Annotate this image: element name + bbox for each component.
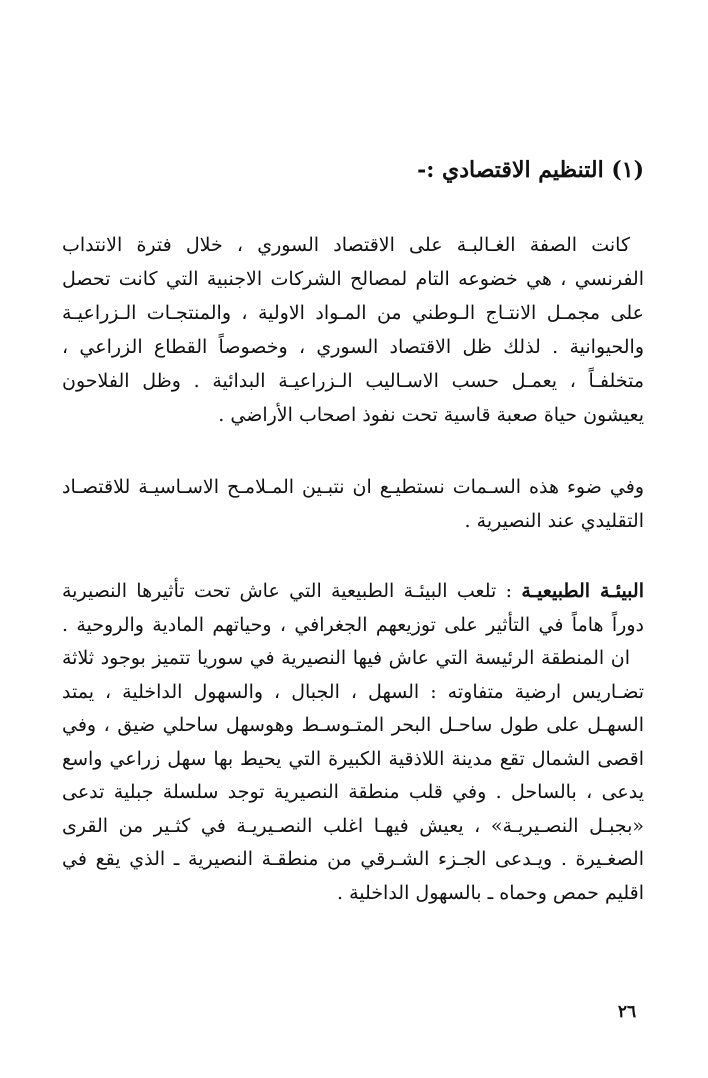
paragraph-line: تضـاريس ارضية متفاوته : السهل ، الجبال ، والسهول الداخلية ، يمتد bbox=[62, 680, 644, 703]
paragraph-lead-term: البيئـة الطبيعيـة bbox=[521, 580, 644, 602]
paragraph-lead-rest: : تلعب البيئـة الطبيعية التي عاش تحت تأثيرها النصيرية bbox=[62, 580, 522, 602]
paragraph-line: الفرنسي ، هي خضوعه التام لمصالح الشركات الاجنبية التي كانت تحصل bbox=[62, 268, 644, 290]
paragraph-line: يدعى ، بالساحل . وفي قلب منطقة النصيرية توجد سلسلة جبلية تدعى bbox=[62, 781, 644, 803]
paragraph-line: اقليم حمص وحماه ـ بالسهول الداخلية . bbox=[337, 881, 644, 904]
paragraph-natural-environment bbox=[62, 575, 644, 910]
paragraph-line: كانت الصفة الغـالبـة على الاقتصاد السوري ، خلال فترة الانتداب bbox=[62, 234, 630, 256]
paragraph-line: الصغـيرة . ويـدعى الجـزء الشـرقي من منطقـة النصيرية ـ الذي يقع في bbox=[62, 848, 644, 870]
section-heading bbox=[62, 150, 644, 190]
paragraph-line: على مجمـل الانتـاج الـوطني من المـواد الاولية ، والمنتجـات الـزراعيـة bbox=[62, 302, 644, 324]
paragraph-line: اقصى الشمال تقع مدينة اللاذقية الكبيرة التي يحيط بها سهل زراعي واسع bbox=[62, 747, 644, 770]
paragraph-line: والحيوانية . لذلك ظل الاقتصاد السوري ، وخصوصاً القطاع الزراعي ، bbox=[62, 336, 644, 358]
paragraph-line: متخلفـاً ، يعمـل حسب الاسـاليب الـزراعيـة البدائية . وظل الفلاحون bbox=[62, 370, 644, 392]
paragraph-line: يعيشون حياة صعبة قاسية تحت نفوذ اصحاب الأراضي . bbox=[218, 404, 644, 426]
paragraph-line: السهـل على طول ساحـل البحر المتـوسـط وهوسهل ساحلي ضيق ، وفي bbox=[62, 714, 644, 736]
paragraph-line: دوراً هاماً في التأثير على توزيعهم الجغرافي ، وحياتهم المادية والروحية . bbox=[62, 613, 644, 636]
paragraph-economic-overview bbox=[62, 228, 644, 432]
section-heading-text: (١) التنظيم الاقتصادي :- bbox=[417, 157, 644, 183]
paragraph-line: ان المنطقة الرئيسة التي عاش فيها النصيرية في سوريا تتميز بوجود ثلاثة bbox=[62, 647, 630, 669]
paragraph-traditional-economy bbox=[62, 470, 644, 538]
page-number: ٢٦ bbox=[617, 1002, 637, 1022]
paragraph-line: «بجبـل النصـيريـة» ، يعيش فيهـا اغلب النصـيريـة في كثـير من القرى bbox=[62, 814, 644, 837]
paragraph-line: التقليدي عند النصيرية . bbox=[464, 510, 644, 532]
paragraph-line: وفي ضوء هذه السـمات نستطيـع ان نتبـين المـلامـح الاسـاسيـة للاقتصـاد bbox=[62, 476, 644, 498]
paragraph-line bbox=[62, 575, 644, 609]
